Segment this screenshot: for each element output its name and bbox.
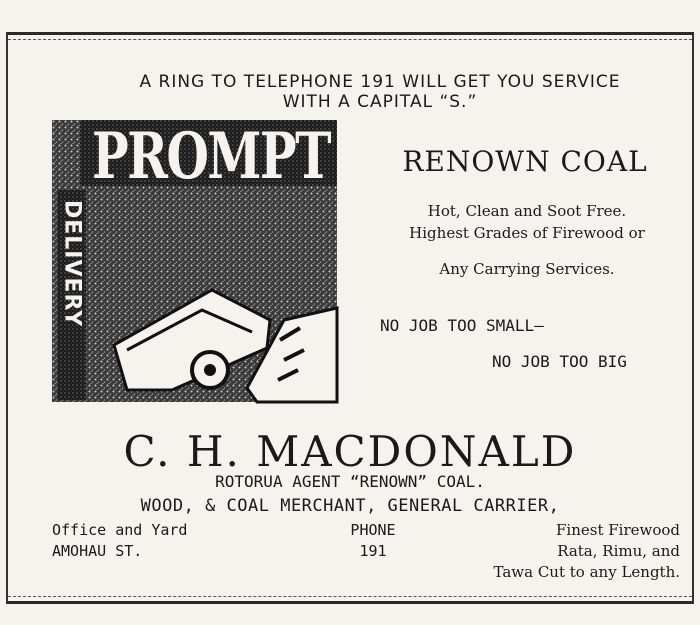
headline-line-1: A RING TO TELEPHONE 191 WILL GET YOU SERVICE — [139, 72, 621, 92]
prompt-word: PROMPT — [92, 119, 332, 194]
phone-number: 191 — [359, 542, 387, 560]
tagline-line-3: Any Carrying Services. — [439, 260, 615, 278]
phone-block — [330, 520, 416, 562]
delivery-truck-illustration — [52, 120, 337, 402]
slogan-line-1: NO JOB TOO SMALL— — [380, 316, 544, 335]
tagline-line-2: Highest Grades of Firewood or — [409, 224, 645, 242]
agent-line: ROTORUA AGENT “RENOWN” COAL. — [215, 472, 485, 491]
phone-label: PHONE — [350, 521, 396, 539]
firewood-block — [494, 520, 681, 583]
firewood-line-3: Tawa Cut to any Length. — [493, 563, 680, 581]
tagline-block — [372, 200, 682, 244]
firewood-line-1: Finest Firewood — [556, 521, 680, 539]
prompt-delivery-illustration — [52, 120, 337, 402]
slogan-line-2: NO JOB TOO BIG — [492, 352, 627, 371]
headline-line-2: WITH A CAPITAL “S.” — [282, 92, 478, 112]
office-line-2: AMOHAU ST. — [52, 542, 143, 560]
firewood-line-2: Rata, Rimu, and — [557, 542, 680, 560]
merchant-name: C. H. MACDONALD — [123, 427, 577, 476]
office-line-1: Office and Yard — [52, 521, 188, 539]
truck-hub — [204, 364, 216, 376]
trade-line: WOOD, & COAL MERCHANT, GENERAL CARRIER, — [140, 496, 560, 516]
brand-title: RENOWN COAL — [402, 145, 648, 178]
office-address — [52, 520, 187, 562]
headline — [0, 72, 700, 112]
delivery-word: DELIVERY — [59, 200, 85, 328]
tagline-line-1: Hot, Clean and Soot Free. — [427, 202, 627, 220]
